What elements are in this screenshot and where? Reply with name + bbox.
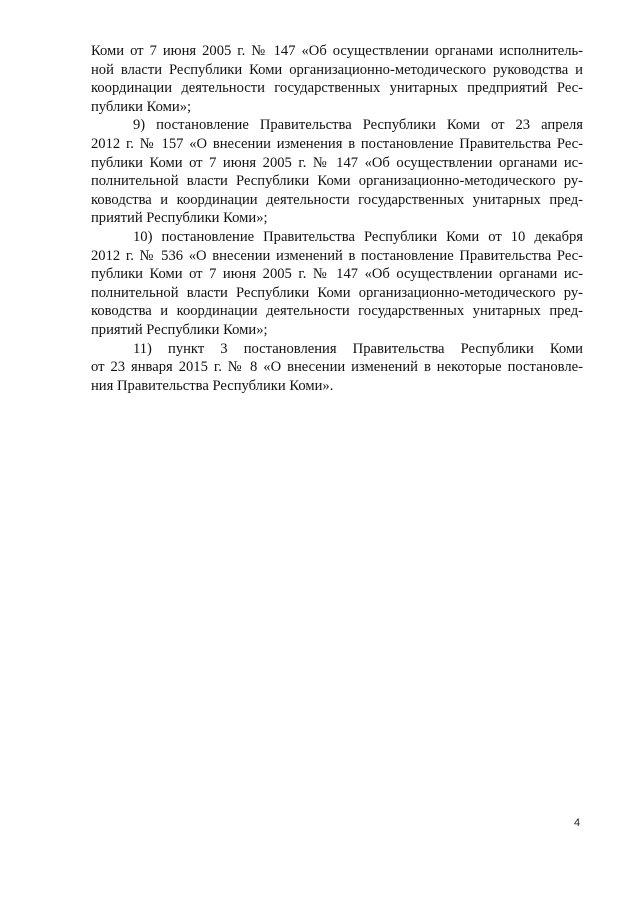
text-line: ния Правительства Республики Коми». xyxy=(91,377,334,394)
text-line: координации деятельности государственных унитарных предприятий Рес- xyxy=(91,80,583,97)
text-line: 11) пункт 3 постановления Правительства Республики Коми xyxy=(133,340,583,357)
document-body xyxy=(91,42,583,395)
text-line: ной власти Республики Коми организационно-методического руководства и xyxy=(91,61,583,78)
paragraph-item-9 xyxy=(91,116,583,228)
text-line: полнительной власти Республики Коми организационно-методического ру- xyxy=(91,173,583,190)
paragraph-item-11 xyxy=(91,340,583,396)
text-line: 2012 г. № 536 «О внесении изменений в постановление Правительства Рес- xyxy=(91,247,583,264)
text-line: ководства и координации деятельности государственных унитарных пред- xyxy=(91,191,583,208)
text-line: публики Коми от 7 июня 2005 г. № 147 «Об осуществлении органами ис- xyxy=(91,266,583,283)
text-line: ководства и координации деятельности государственных унитарных пред- xyxy=(91,303,583,320)
text-line: приятий Республики Коми»; xyxy=(91,210,268,227)
text-line: полнительной власти Республики Коми организационно-методического ру- xyxy=(91,284,583,301)
text-line: публики Коми от 7 июня 2005 г. № 147 «Об осуществлении органами ис- xyxy=(91,154,583,171)
text-line: 10) постановление Правительства Республики Коми от 10 декабря xyxy=(133,228,583,245)
paragraph-continuation xyxy=(91,42,583,116)
page-number: 4 xyxy=(574,817,581,829)
text-line: приятий Республики Коми»; xyxy=(91,321,268,338)
text-line: 2012 г. № 157 «О внесении изменения в постановление Правительства Рес- xyxy=(91,135,583,152)
text-line: от 23 января 2015 г. № 8 «О внесении изменений в некоторые постановле- xyxy=(91,359,583,376)
text-line: публики Коми»; xyxy=(91,98,192,115)
paragraph-item-10 xyxy=(91,228,583,340)
text-line: Коми от 7 июня 2005 г. № 147 «Об осуществлении органами исполнитель- xyxy=(91,43,583,59)
text-line: 9) постановление Правительства Республики Коми от 23 апреля xyxy=(133,117,583,134)
